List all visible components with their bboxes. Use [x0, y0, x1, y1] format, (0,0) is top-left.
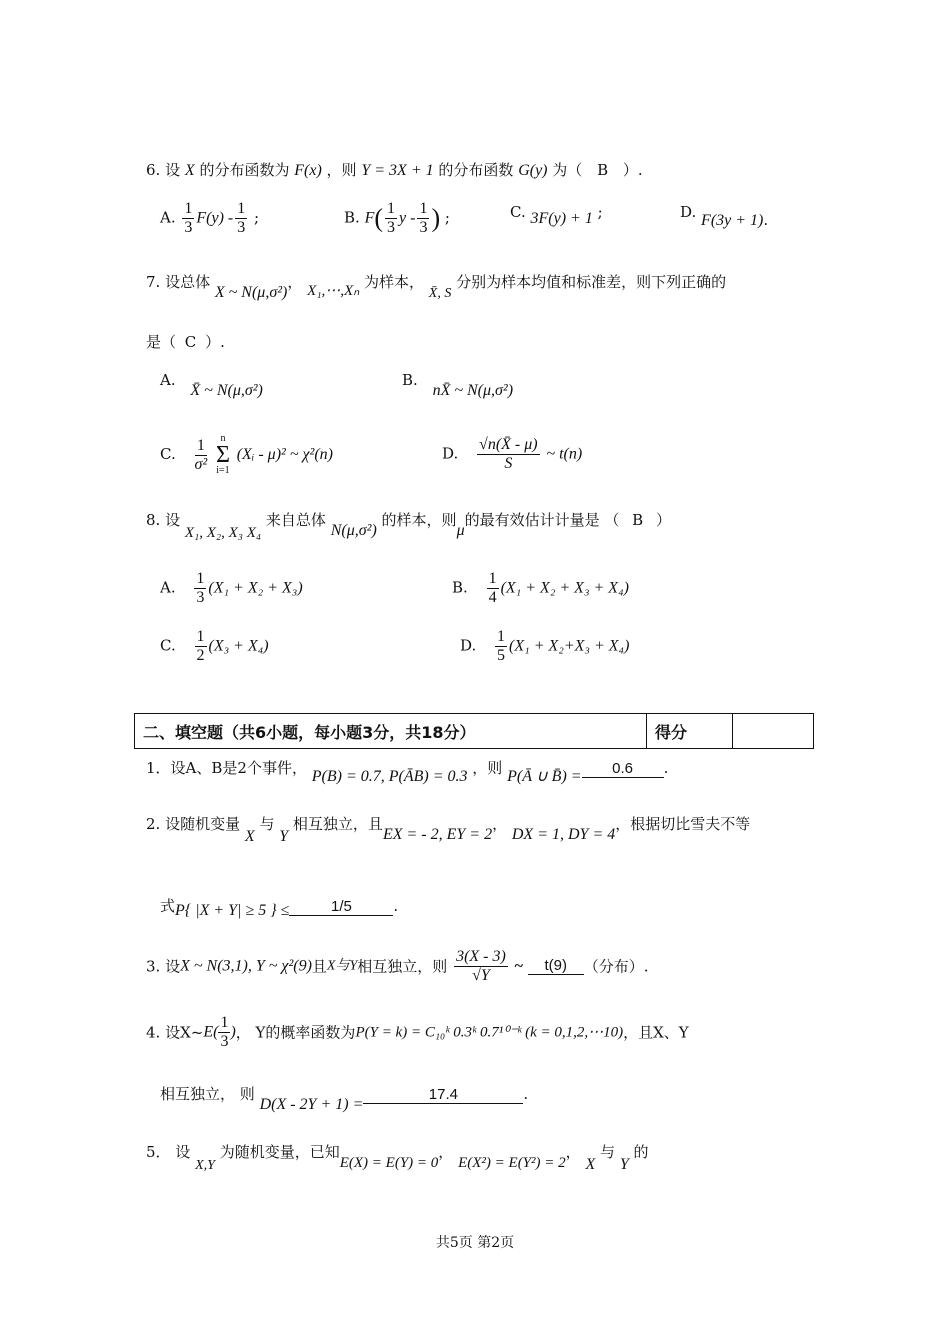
f2-ineq: P{ |X + Y| ≥ 5 } ≤	[175, 902, 290, 919]
option-label: D.	[460, 636, 477, 655]
semicolon: ;	[597, 203, 603, 221]
semicolon: ;	[444, 208, 450, 227]
f3-text: 3. 设	[146, 957, 181, 976]
f1-answer-blank[interactable]: 0.6	[582, 761, 664, 778]
q8-c-expr: (X₃ + X₄)	[208, 637, 269, 655]
fraction: $\frac{1}{3}$	[419, 200, 428, 236]
score-box[interactable]	[733, 714, 813, 748]
q7-dist: X ~ N(μ,σ²)	[214, 284, 288, 301]
q6-option-d	[680, 202, 769, 229]
q8-d-expr: (X₁ + X₂+X₃ + X₄)	[509, 637, 630, 655]
period: .	[393, 897, 399, 915]
fraction: $\frac{√n(X̄ - \mu)}{S}$	[479, 436, 538, 472]
right-paren: )	[431, 203, 441, 233]
option-label: C.	[160, 636, 176, 655]
q6-ydef: Y = 3X + 1	[361, 162, 434, 179]
q7-text: 是（	[146, 333, 177, 351]
fraction: $\frac{1}{3}$	[387, 200, 396, 236]
q6-c-expr: 3F(y) + 1	[530, 210, 593, 227]
q8-text: 的最有效估计计量是 （	[464, 511, 620, 529]
option-label: A.	[160, 371, 176, 389]
f4-text: 相互独立， 则	[160, 1085, 255, 1103]
q7-d-expr: ~ t(n)	[546, 445, 583, 463]
f3-xy: X与Y	[326, 958, 358, 974]
comma: ，	[438, 1143, 454, 1161]
q6-stem	[146, 160, 643, 181]
page-footer: 共5页 第2页	[435, 1235, 515, 1251]
q7-text: 分别为样本均值和标准差，则下列正确的	[456, 273, 727, 291]
q8-sample: X₁, X₂, X₃ X₄	[184, 525, 262, 541]
f4-text: 4. 设X~	[146, 1023, 204, 1042]
f4-stem	[146, 1014, 689, 1058]
period: .	[763, 211, 769, 229]
q8-option-d	[460, 628, 629, 672]
f1-text: 1．设A、B是2个事件，	[146, 759, 307, 777]
fraction: $\frac{1}{3}$	[196, 570, 205, 606]
q7-option-b	[402, 370, 514, 399]
q6-b-expr: F	[364, 209, 375, 227]
q6-var-x: X	[184, 162, 195, 179]
fraction: $\frac{1}{3}$	[220, 1014, 229, 1050]
q8-option-c	[160, 628, 269, 672]
f2-y: Y	[279, 828, 289, 845]
period: .	[663, 759, 669, 777]
fraction: $\frac{3(X - 3)}{√Y}$	[456, 948, 506, 984]
f5-text: 5． 设	[146, 1143, 191, 1161]
f1-ask: P(Ā ∪ B̄) =	[507, 768, 582, 785]
q8-option-a	[160, 570, 303, 614]
fraction: $\frac{1}{5}$	[497, 628, 506, 664]
q7-sample: X₁,⋯,Xₙ	[307, 283, 360, 299]
f1-given: P(B) = 0.7, P(ĀB) = 0.3	[311, 768, 468, 785]
fraction: $\frac{1}{4}$	[488, 570, 497, 606]
q6-text: ，则	[326, 161, 357, 179]
q8-text: 8. 设	[146, 511, 181, 529]
f2-dx: DX = 1, DY = 4	[511, 826, 616, 843]
f4-text: ，且X、Y	[623, 1023, 689, 1042]
q8-text: 来自总体	[265, 511, 326, 529]
q7-b-expr: nX̄ ~ N(μ,σ²)	[432, 382, 514, 399]
f4-ask: D(X - 2Y + 1) =	[259, 1096, 364, 1113]
f3-stem	[146, 948, 649, 994]
q6-text: 为（	[552, 161, 583, 179]
semicolon: ;	[254, 208, 260, 227]
q8-text: ）	[655, 511, 671, 529]
q6-a-expr: F(y) -	[196, 209, 234, 227]
q6-b-y: y -	[399, 209, 416, 227]
comma: ，	[492, 815, 508, 833]
q6-d-expr: F(3y + 1)	[701, 212, 764, 229]
q7-text: ）.	[205, 333, 225, 351]
f4-e: E(	[203, 1023, 219, 1041]
option-label: B.	[402, 371, 418, 389]
section-title: 二、填空题（共6小题，每小题3分，共18分）	[135, 714, 647, 748]
q7-option-a	[160, 370, 263, 399]
f5-x: X	[585, 1156, 596, 1173]
q6-text: 的分布函数	[438, 161, 514, 179]
q6-text: 6. 设	[146, 161, 181, 179]
q8-dist: N(μ,σ²)	[330, 522, 377, 539]
q6-text: ）.	[622, 161, 643, 179]
f3-xdist: X ~ N(3,1), Y ~ χ²(9)	[180, 957, 312, 975]
option-label: A.	[160, 208, 176, 227]
q6-option-a	[160, 200, 259, 244]
f2-stem-cont	[160, 896, 398, 917]
q7-c-expr: (Xᵢ - μ)² ~ χ²(n)	[236, 446, 333, 463]
f2-text: 式	[160, 897, 176, 915]
q8-option-b	[452, 570, 629, 614]
f5-e1: E(X) = E(Y) = 0	[339, 1155, 439, 1171]
f3-text: 相互独立，则	[357, 957, 448, 976]
q6-text: 的分布函数为	[199, 161, 290, 179]
f2-text: 与	[259, 815, 275, 833]
f5-stem	[146, 1142, 649, 1173]
left-paren: (	[374, 203, 384, 233]
q7-answer: C	[184, 333, 197, 351]
f3-answer-blank[interactable]: t(9)	[528, 958, 584, 975]
f5-xy: X,Y	[195, 1158, 215, 1173]
q7-a-expr: X̄ ~ N(μ,σ²)	[190, 382, 263, 399]
option-label: B.	[452, 578, 468, 597]
q8-a-expr: (X₁ + X₂ + X₃)	[208, 579, 303, 597]
option-label: C.	[510, 203, 526, 221]
f4-stem-cont	[160, 1084, 529, 1113]
f3-text: 且	[311, 957, 327, 976]
option-label: B.	[344, 208, 360, 227]
q8-stem	[146, 510, 671, 541]
f2-ex: EX = - 2, EY = 2	[382, 826, 493, 843]
q6-option-c	[510, 202, 603, 227]
tilde: ~	[514, 957, 523, 975]
q7-stats: X̄, S	[428, 286, 452, 301]
fraction: $\frac{1}{\text{σ²}}$	[194, 436, 208, 473]
q6-gy: G(y)	[518, 162, 548, 179]
q8-mu: μ	[456, 522, 465, 539]
option-label: D.	[680, 203, 697, 221]
f3-text: （分布）.	[583, 957, 649, 976]
q8-answer: B	[632, 511, 644, 529]
summation: n Σ i=1	[215, 433, 230, 476]
q7-option-d	[442, 436, 582, 488]
q8-b-expr: (X₁ + X₂ + X₃ + X₄)	[500, 579, 629, 597]
f5-e2: E(X²) = E(Y²) = 2	[458, 1155, 566, 1171]
q7-stem-cont	[146, 332, 225, 352]
f4-e: )	[230, 1023, 236, 1041]
option-label: A.	[160, 578, 176, 597]
comma: ，	[565, 1143, 581, 1161]
f4-answer-blank[interactable]: 17.4	[363, 1087, 523, 1104]
f1-text: ，则	[472, 759, 503, 777]
f2-text: 2. 设随机变量	[146, 815, 241, 833]
period: .	[523, 1085, 529, 1103]
fraction: $\frac{1}{3}$	[237, 200, 246, 236]
fraction: $\frac{1}{3}$	[184, 200, 193, 236]
f5-text: 为随机变量，已知	[219, 1143, 340, 1161]
option-label: C.	[160, 445, 176, 463]
f2-text: 相互独立，且	[292, 815, 383, 833]
comma: ，	[287, 273, 303, 291]
score-label: 得分	[647, 714, 733, 748]
f5-text: 与	[600, 1143, 616, 1161]
f2-x: X	[244, 828, 255, 845]
q6-answer: B	[597, 161, 609, 179]
f4-text: ， Y的概率函数为	[235, 1023, 356, 1042]
q6-fx: F(x)	[294, 162, 322, 179]
q8-text: 的样本，则	[381, 511, 457, 529]
q7-option-c	[160, 434, 333, 486]
q6-option-b	[344, 200, 450, 244]
f4-pmf: P(Y = k) = C₁₀ᵏ 0.3ᵏ 0.7¹⁰⁻ᵏ (k = 0,1,2,⋯10)	[355, 1024, 624, 1041]
q7-text: 为样本，	[363, 273, 424, 291]
f2-answer-blank[interactable]: 1/5	[289, 899, 393, 916]
q7-stem	[146, 272, 727, 301]
q7-text: 7. 设总体	[146, 273, 211, 291]
f5-text: 的	[633, 1143, 649, 1161]
f2-stem	[146, 814, 751, 845]
f5-y: Y	[619, 1156, 629, 1173]
fraction: $\frac{1}{2}$	[196, 628, 205, 664]
f2-text: ，根据切比雪夫不等	[615, 815, 751, 833]
option-label: D.	[442, 444, 459, 463]
section-header-table	[134, 713, 814, 749]
f1-stem	[146, 758, 669, 785]
